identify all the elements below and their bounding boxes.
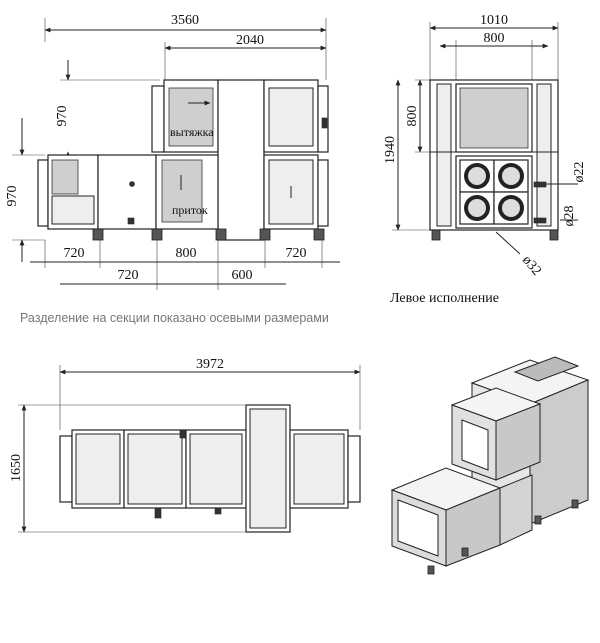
supply-label: приток — [172, 203, 208, 217]
dim-800-vertical-text: 800 — [405, 105, 420, 127]
dim-1010-text: 1010 — [480, 13, 508, 28]
dim-2040-text: 2040 — [236, 33, 264, 48]
dim-800-text: 800 — [175, 246, 197, 261]
dimension-2040 — [165, 33, 326, 82]
side-unit-body — [430, 80, 558, 240]
side-view — [383, 13, 587, 306]
dim-600-text: 600 — [231, 268, 253, 283]
dimension-1940 — [383, 80, 430, 230]
dim-3560-text: 3560 — [171, 13, 199, 28]
dim-970-lower-text: 970 — [5, 185, 20, 207]
dim-3972-text: 3972 — [196, 357, 224, 372]
dim-1650-text: 1650 — [9, 454, 24, 482]
exhaust-label: вытяжка — [170, 125, 214, 139]
dim-800-side-text: 800 — [483, 31, 505, 46]
dim-pipe-22-text: ø22 — [572, 161, 587, 183]
dimension-bottom-row-1 — [30, 240, 340, 290]
dim-720-left-text: 720 — [63, 246, 85, 261]
dim-970-upper-text: 970 — [55, 105, 70, 127]
dim-pipe-32-text: ø32 — [518, 252, 544, 279]
side-view-caption: Левое исполнение — [390, 291, 499, 306]
dim-720-right-text: 720 — [285, 246, 307, 261]
dimension-800-side — [440, 31, 548, 80]
dimension-3972 — [60, 357, 360, 430]
dim-pipe-28-text: ø28 — [562, 205, 577, 227]
top-view — [9, 357, 360, 532]
front-view — [5, 13, 340, 290]
dim-720-offset-text: 720 — [117, 268, 139, 283]
isometric-view — [392, 357, 588, 574]
dim-1940-text: 1940 — [383, 136, 398, 164]
fan-grid — [460, 160, 528, 224]
dimension-3560 — [45, 13, 326, 80]
dimension-bottom-row-2 — [60, 268, 286, 284]
top-unit-body — [60, 405, 360, 532]
lower-supply-unit — [38, 155, 328, 240]
section-split-note: Разделение на секции показано осевыми размерами — [20, 311, 329, 325]
